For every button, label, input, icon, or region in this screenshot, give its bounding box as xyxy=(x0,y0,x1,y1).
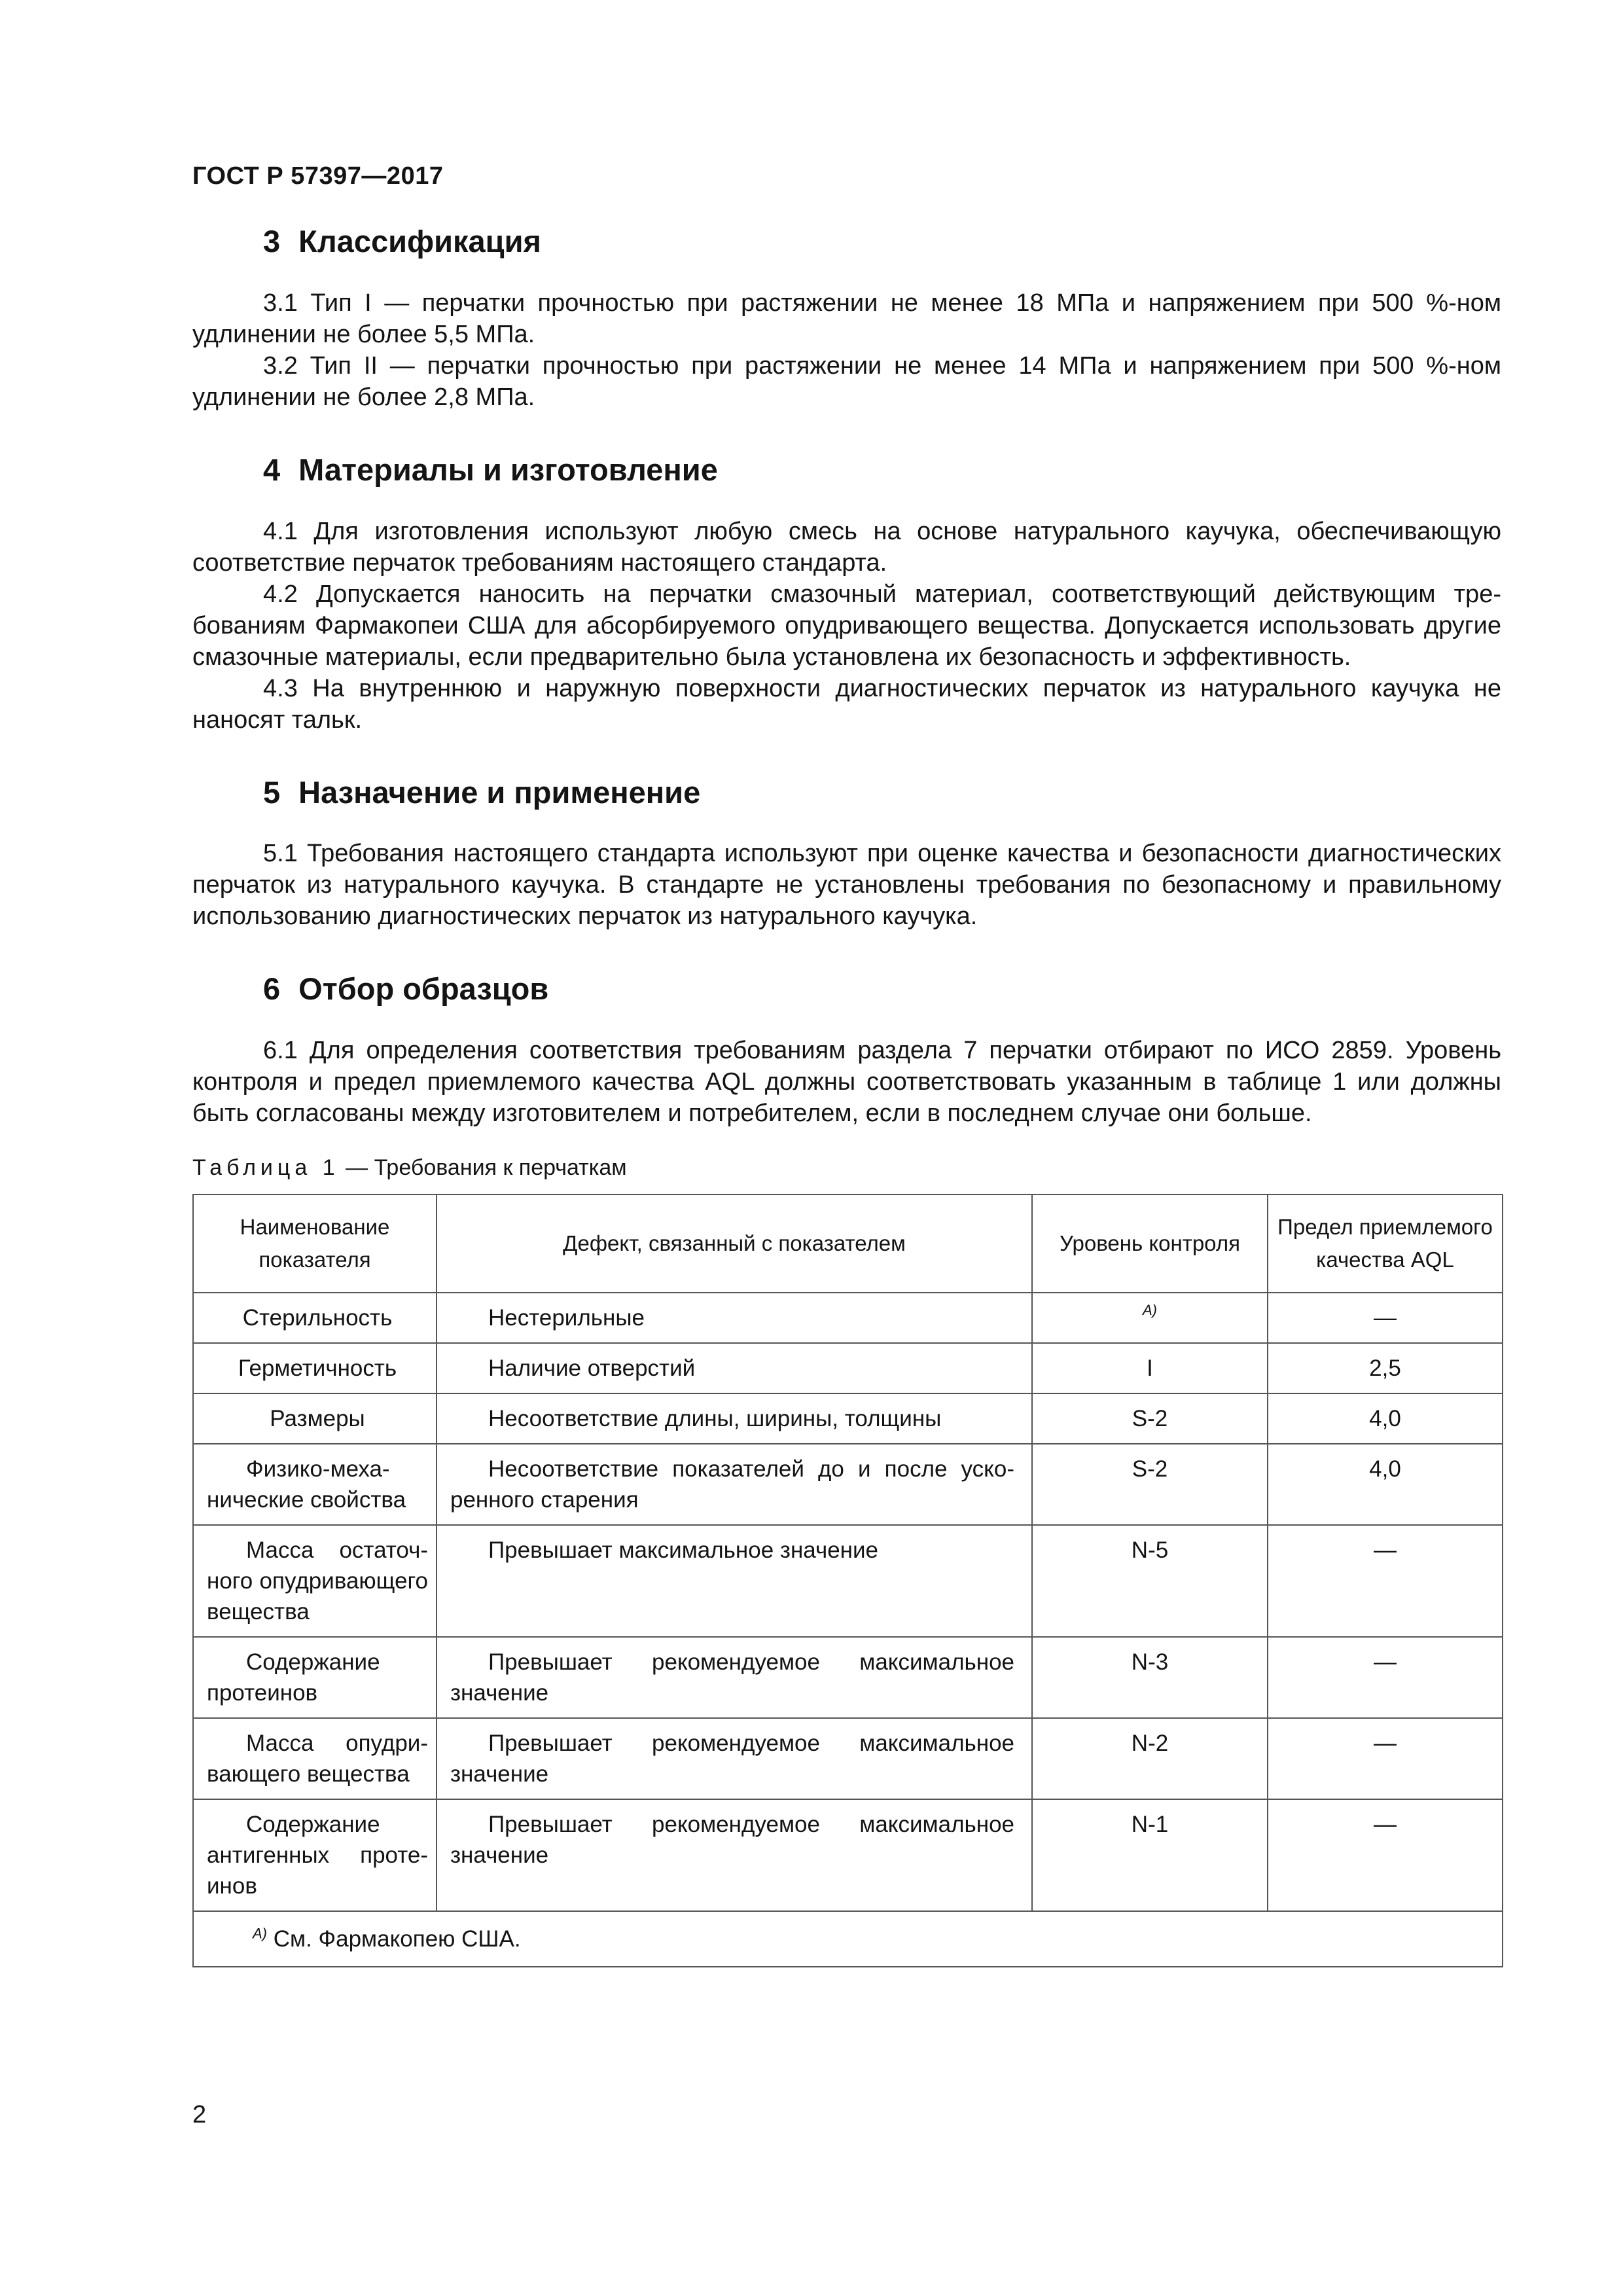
table-row xyxy=(193,1343,1503,1393)
clause-4-1: 4.1 Для изготовления используют любую смесь на основе натурального каучука, обеспечивающую соответствие перчаток требованиям настоящего стандарта. xyxy=(192,517,1501,577)
cell-defect: Превышает максимальное значение xyxy=(437,1525,1032,1637)
section-purpose xyxy=(192,774,1501,933)
cell-name: Герметичность xyxy=(193,1343,437,1393)
table-header-row xyxy=(193,1194,1503,1293)
section-number: 5 xyxy=(263,774,281,810)
table-row xyxy=(193,1525,1503,1637)
table-footnote-row xyxy=(193,1911,1503,1967)
clause-6-1: 6.1 Для определения соответствия требованиям раздела 7 перчатки отбирают по ИСО 2859. Уровень контроля и предел приемлемого качества AQL должны соответствовать указанным в таблице 1 или должны быть согласованы между изготовителем и потребителем, если в последнем случае они больше. xyxy=(192,1037,1501,1127)
column-header-name: Наименование показателя xyxy=(193,1194,437,1293)
cell-name: Стерильность xyxy=(193,1293,437,1343)
cell-aql: — xyxy=(1268,1293,1503,1343)
cell-aql: — xyxy=(1268,1799,1503,1911)
table-footnote xyxy=(193,1911,1503,1967)
section-materials xyxy=(192,451,1501,736)
table-row xyxy=(193,1393,1503,1444)
cell-aql: — xyxy=(1268,1718,1503,1799)
cell-name: Физико-механические свойства xyxy=(193,1444,437,1525)
column-header-aql: Предел приемлемого качества AQL xyxy=(1268,1194,1503,1293)
cell-name: Содержание протеинов xyxy=(193,1637,437,1718)
section-number: 4 xyxy=(263,452,281,487)
table-row xyxy=(193,1293,1503,1343)
document-code-header: ГОСТ Р 57397—2017 xyxy=(192,162,444,190)
cell-defect: Превышает рекомендуемое максимальное значение xyxy=(437,1799,1032,1911)
cell-level: N-5 xyxy=(1032,1525,1268,1637)
cell-level: I xyxy=(1032,1343,1268,1393)
cell-aql: 2,5 xyxy=(1268,1343,1503,1393)
cell-aql: 4,0 xyxy=(1268,1444,1503,1525)
clause-4-2: 4.2 Допускается наносить на перчатки смазочный материал, соответствующий действующим требованиям Фармакопеи США для абсорбируемого опудривающего вещества. Допускается использовать другие смазочные материалы, если предварительно была установлена их безопасность и эффективность. xyxy=(192,580,1501,671)
table-row xyxy=(193,1799,1503,1911)
cell-name: Масса опудривающего вещества xyxy=(193,1718,437,1799)
cell-level: S-2 xyxy=(1032,1444,1268,1525)
table-caption xyxy=(192,1155,1501,1181)
section-heading xyxy=(192,774,1501,812)
cell-defect: Несоответствие длины, ширины, толщины xyxy=(437,1393,1032,1444)
footnote-text: См. Фармакопею США. xyxy=(273,1926,521,1952)
clause-5-1: 5.1 Требования настоящего стандарта используют при оценке качества и безопасности диагностических перчаток из натурального каучука. В стандарте не установлены требования по безопасному и правильному использованию диагностических перчаток из натурального каучука. xyxy=(192,840,1501,931)
cell-defect: Нестерильные xyxy=(437,1293,1032,1343)
section-classification xyxy=(192,223,1501,413)
cell-aql: — xyxy=(1268,1637,1503,1718)
section-title: Материалы и изготовление xyxy=(298,452,718,487)
section-number: 3 xyxy=(263,224,281,259)
cell-defect: Несоответствие показателей до и после ускоренного старения xyxy=(437,1444,1032,1525)
cell-defect: Наличие отверстий xyxy=(437,1343,1032,1393)
cell-defect: Превышает рекомендуемое максимальное значение xyxy=(437,1718,1032,1799)
document-body xyxy=(192,223,1501,1967)
section-heading xyxy=(192,223,1501,261)
table-caption-text: — Требования к перчаткам xyxy=(346,1155,627,1180)
requirements-table xyxy=(192,1194,1503,1967)
table-row xyxy=(193,1444,1503,1525)
cell-level: S-2 xyxy=(1032,1393,1268,1444)
cell-level: N-2 xyxy=(1032,1718,1268,1799)
section-heading xyxy=(192,970,1501,1009)
table-caption-label: Таблица 1 xyxy=(192,1155,340,1180)
cell-level: N-3 xyxy=(1032,1637,1268,1718)
section-title: Отбор образцов xyxy=(298,971,549,1007)
table-row xyxy=(193,1637,1503,1718)
cell-name: Масса остаточного опудривающего вещества xyxy=(193,1525,437,1637)
clause-4-3: 4.3 На внутреннюю и наружную поверхности диагностических перчаток из натурального каучука не наносят тальк. xyxy=(192,674,1501,734)
section-title: Назначение и применение xyxy=(298,774,701,810)
section-number: 6 xyxy=(263,971,281,1007)
cell-defect: Превышает рекомендуемое максимальное значение xyxy=(437,1637,1032,1718)
section-sampling xyxy=(192,970,1501,1129)
column-header-defect: Дефект, связанный с показателем xyxy=(437,1194,1032,1293)
cell-name: Размеры xyxy=(193,1393,437,1444)
footnote-mark: А) xyxy=(253,1925,267,1942)
page-number: 2 xyxy=(192,2101,207,2128)
cell-level: А) xyxy=(1032,1293,1268,1343)
section-title: Классификация xyxy=(298,224,541,259)
clause-3-2: 3.2 Тип II — перчатки прочностью при растяжении не менее 14 МПа и напряжением при 500 %-ном удлинении не более 2,8 МПа. xyxy=(192,351,1501,411)
clause-3-1: 3.1 Тип I — перчатки прочностью при растяжении не менее 18 МПа и напряжением при 500 %-ном удлинении не более 5,5 МПа. xyxy=(192,289,1501,348)
cell-level: N-1 xyxy=(1032,1799,1268,1911)
cell-name: Содержание антигенных протеинов xyxy=(193,1799,437,1911)
cell-aql: — xyxy=(1268,1525,1503,1637)
section-heading xyxy=(192,451,1501,490)
cell-aql: 4,0 xyxy=(1268,1393,1503,1444)
column-header-level: Уровень контроля xyxy=(1032,1194,1268,1293)
table-row xyxy=(193,1718,1503,1799)
